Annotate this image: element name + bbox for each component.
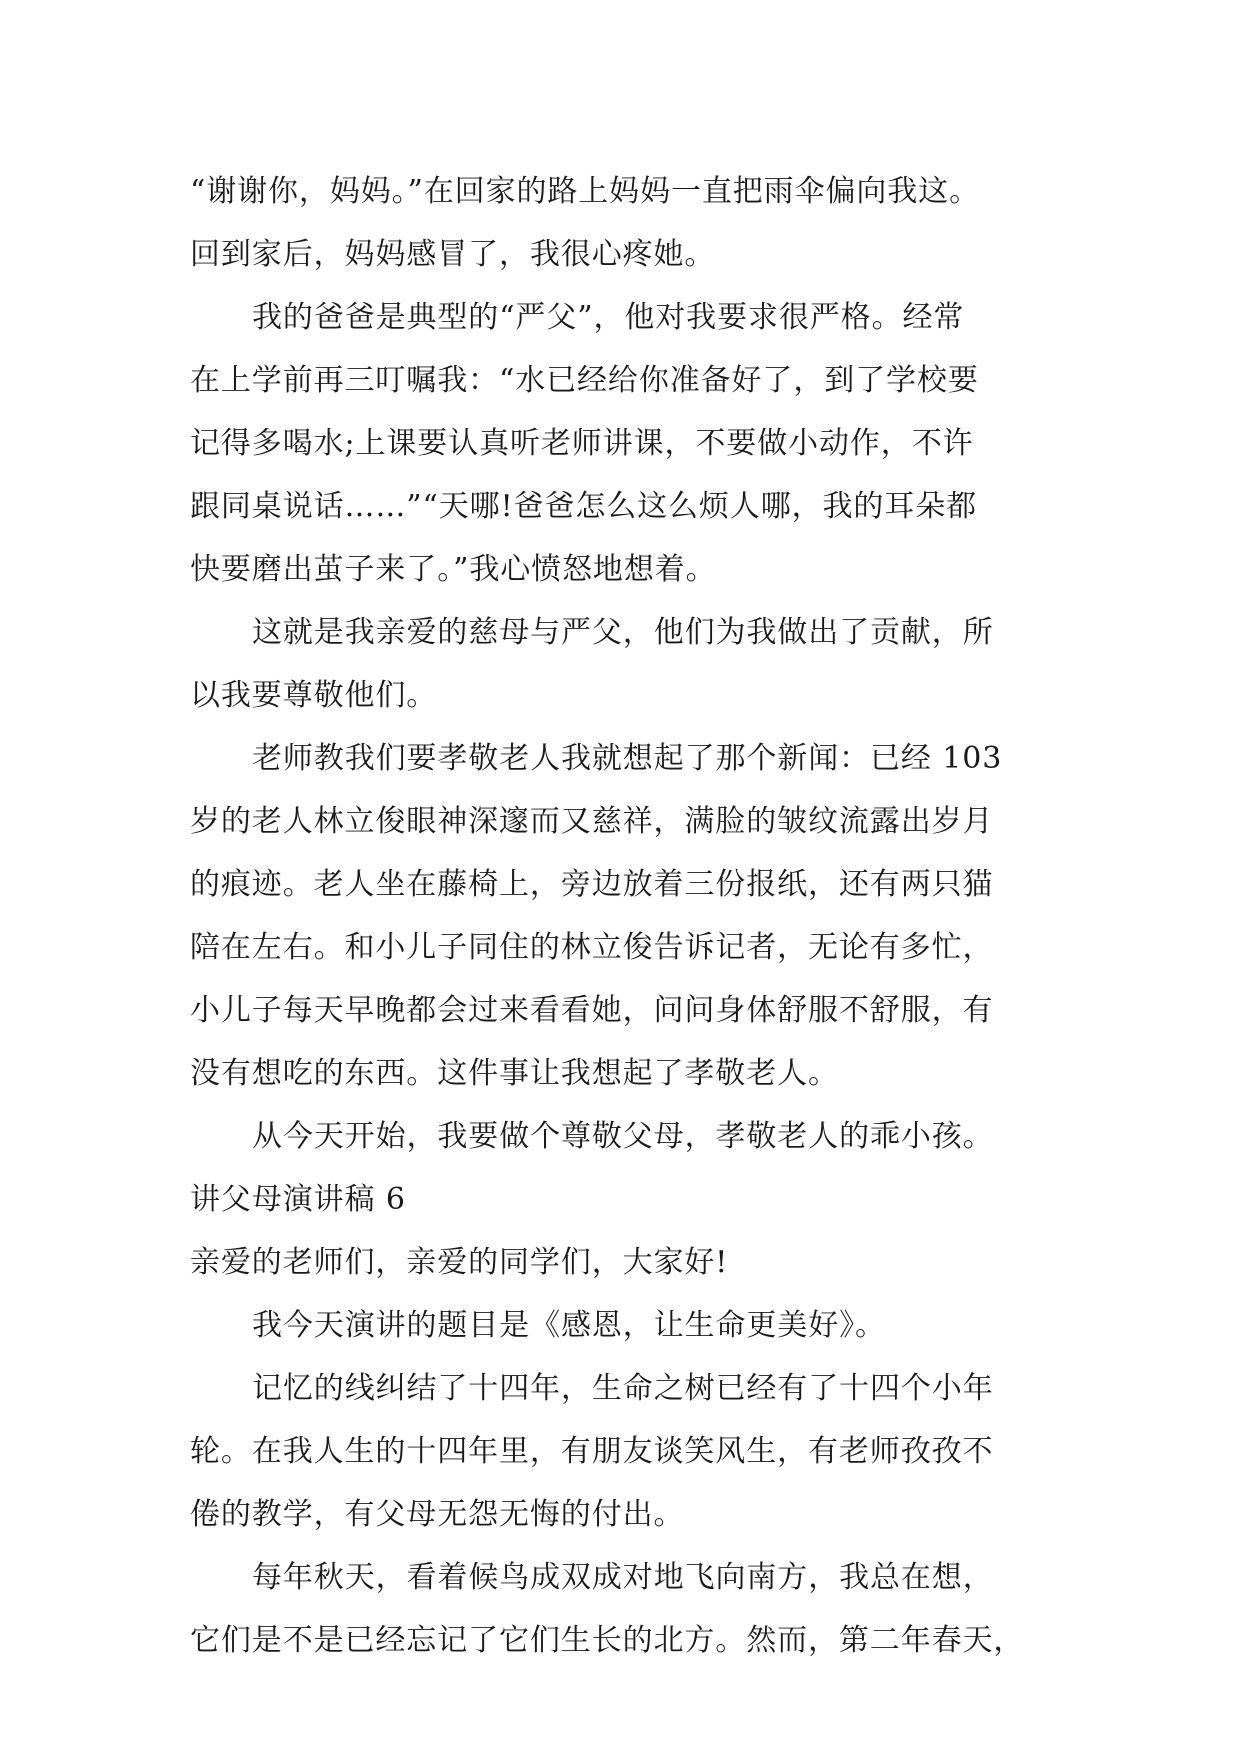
document-body [190,160,1070,1672]
section-heading: 讲父母演讲稿 6 [190,1182,406,1217]
text-line: “谢谢你，妈妈。”在回家的路上妈妈一直把雨伞偏向我这。 [190,174,980,209]
text-line: 回到家后，妈妈感冒了，我很心疼她。 [190,237,716,272]
text-line: 记忆的线纠结了十四年，生命之树已经有了十四个小年 [252,1371,994,1406]
text-line: 我今天演讲的题目是《感恩，让生命更美好》。 [252,1308,886,1343]
text-line: 没有想吃的东西。这件事让我想起了孝敬老人。 [190,1056,839,1091]
text-line: 以我要尊敬他们。 [190,678,438,713]
text-line: 在上学前再三叮嘱我：“水已经给你准备好了，到了学校要 [190,363,979,398]
text-line: 每年秋天，看着候鸟成双成对地飞向南方，我总在想， [252,1560,994,1595]
text-line: 陪在左右。和小儿子同住的林立俊告诉记者，无论有多忙， [190,930,994,965]
text-line: 轮。在我人生的十四年里，有朋友谈笑风生，有老师孜孜不 [190,1434,994,1469]
text-line: 跟同桌说话……”“天哪!爸爸怎么这么烦人哪，我的耳朵都 [190,489,978,524]
text-line: 小儿子每天早晚都会过来看看她，问问身体舒服不舒服，有 [190,993,994,1028]
salutation: 亲爱的老师们，亲爱的同学们，大家好! [190,1245,729,1280]
text-line: 它们是不是已经忘记了它们生长的北方。然而，第二年春天， [190,1623,1025,1658]
text-line: 老师教我们要孝敬老人我就想起了那个新闻：已经 103 [252,741,1003,776]
text-line: 岁的老人林立俊眼神深邃而又慈祥，满脸的皱纹流露出岁月 [190,804,994,839]
text-line: 从今天开始，我要做个尊敬父母，孝敬老人的乖小孩。 [252,1119,994,1154]
text-line: 记得多喝水;上课要认真听老师讲课，不要做小动作，不许 [190,426,974,461]
text-line: 这就是我亲爱的慈母与严父，他们为我做出了贡献，所 [252,615,994,650]
text-line: 的痕迹。老人坐在藤椅上，旁边放着三份报纸，还有两只猫 [190,867,994,902]
text-line: 我的爸爸是典型的“严父”，他对我要求很严格。经常 [252,300,965,335]
text-line: 快要磨出茧子来了。”我心愤怒地想着。 [190,552,717,587]
text-line: 倦的教学，有父母无怨无悔的付出。 [190,1497,685,1532]
